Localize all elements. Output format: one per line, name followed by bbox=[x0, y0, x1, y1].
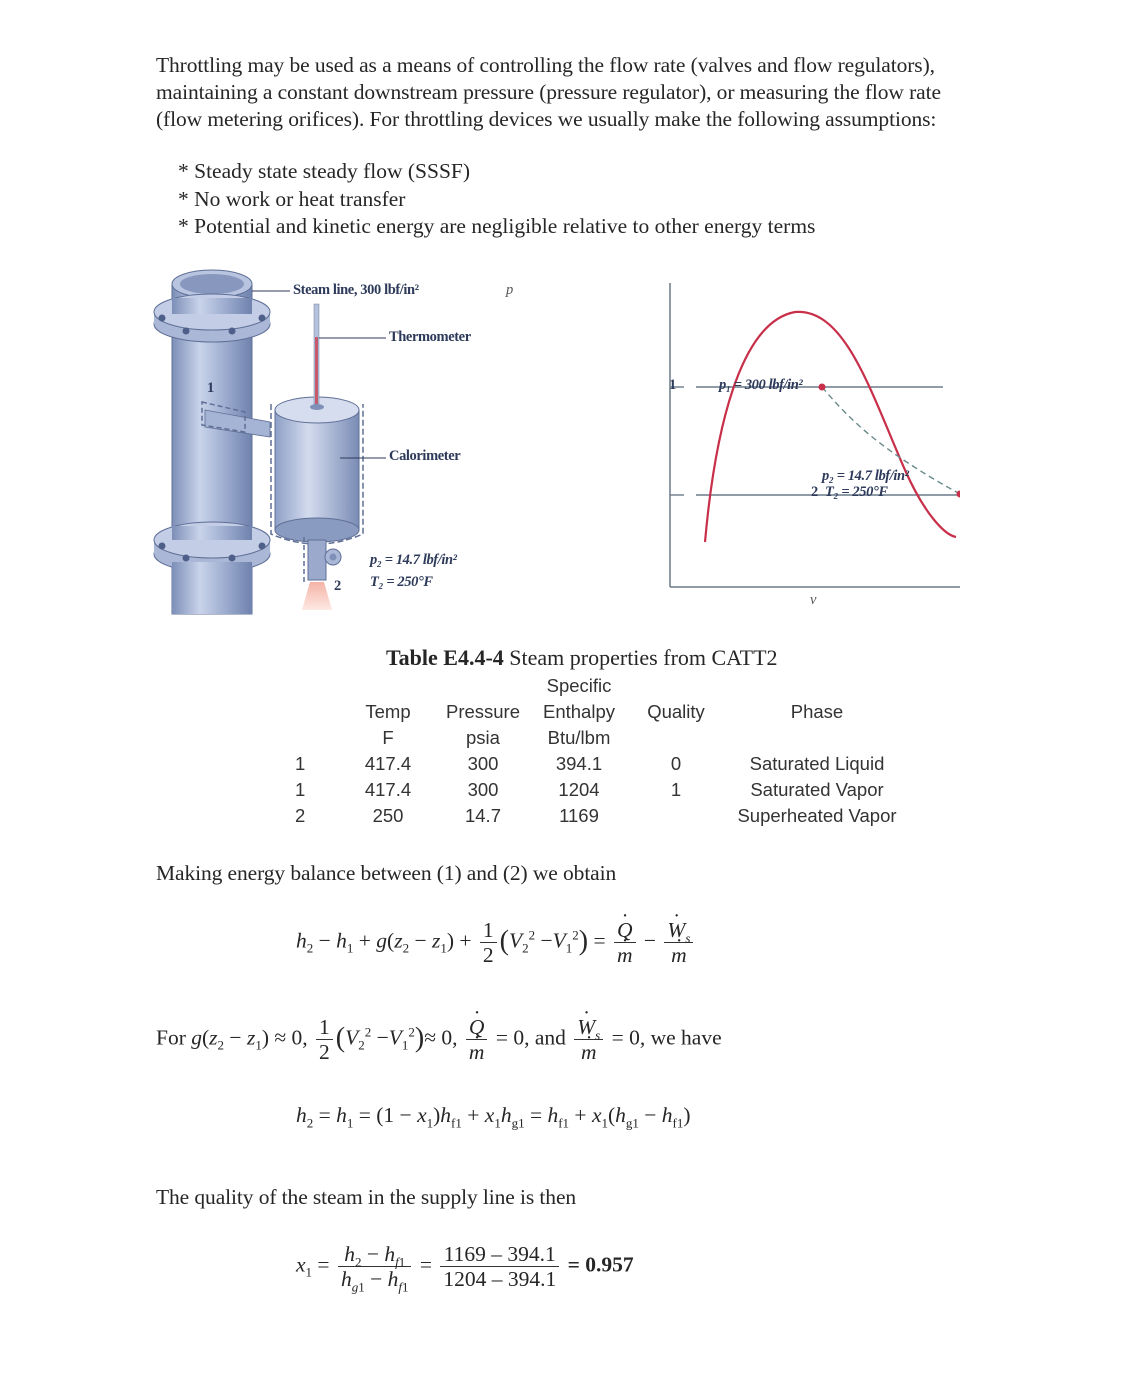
point-1-label: 1 bbox=[669, 377, 676, 393]
intro-line: maintaining a constant downstream pressure (pressure regulator), or measuring the flow rate bbox=[156, 80, 941, 104]
table-caption-number: Table E4.4-4 bbox=[386, 645, 504, 670]
throttling-calorimeter-figure bbox=[150, 262, 950, 622]
calorimeter-label: Calorimeter bbox=[389, 448, 461, 464]
cell-phase: Superheated Vapor bbox=[737, 805, 897, 826]
intro-line: Throttling may be used as a means of controlling the flow rate (valves and flow regulators), bbox=[156, 53, 935, 77]
simplification-sentence: For $g(z_2 - z_1) \approx 0$, $\frac{1}{2}$ $(V_2^2 -V_1^2)\approx 0$, · Q · m = 0, and · $W_s$ · m = 0, we have bbox=[156, 1015, 722, 1064]
energy-balance-intro: Making energy balance between (1) and (2) we obtain bbox=[156, 861, 617, 885]
header-phase: Phase bbox=[790, 701, 844, 722]
p1-label: p₁ = 300 lbf/in² bbox=[719, 377, 803, 393]
steam-line-label: Steam line, 300 lbf/in² bbox=[293, 282, 419, 298]
thermometer-label: Thermometer bbox=[389, 329, 471, 345]
enthalpy-equation: $h_2 = h_1 = (1 - x_1)h_{f1} + x_1h_{g1} = h_{f1} + x_1(h_{g1} - h_{f1})$ bbox=[296, 1103, 691, 1131]
cell-state: 1 bbox=[295, 753, 306, 774]
unit-enthalpy: Btu/lbm bbox=[547, 727, 611, 748]
cell-quality: 0 bbox=[670, 753, 682, 774]
unit-pressure: psia bbox=[466, 727, 500, 748]
cell-enthalpy: 1169 bbox=[559, 805, 599, 826]
energy-balance-equation: $h_2 - h_1 + g(z_2 - z_1)$ + $\frac{1}{2}$ $(V_2^2 -V_1^2)$ = · Q · m − · $W_s$ · m bbox=[296, 918, 696, 967]
cell-state: 1 bbox=[295, 779, 306, 800]
table-row bbox=[295, 751, 917, 777]
cell-quality: 1 bbox=[670, 779, 682, 800]
quality-intro: The quality of the steam in the supply line is then bbox=[156, 1185, 577, 1209]
simplification-and: = 0, and bbox=[495, 1025, 566, 1050]
header-quality: Quality bbox=[647, 701, 705, 722]
table-row bbox=[295, 777, 917, 803]
cell-pressure: 14.7 bbox=[464, 805, 501, 826]
state-2-label: 2 bbox=[334, 578, 341, 594]
cell-temp: 417.4 bbox=[364, 779, 412, 800]
cell-enthalpy: 394.1 bbox=[555, 753, 603, 774]
assumption-item: * Steady state steady flow (SSSF) bbox=[178, 159, 471, 183]
steam-properties-table bbox=[295, 673, 917, 829]
assumption-item: * No work or heat transfer bbox=[178, 186, 406, 211]
cell-temp: 250 bbox=[372, 805, 404, 826]
assumption-item: * Potential and kinetic energy are negligible relative to other energy terms bbox=[178, 214, 816, 238]
quality-denominator: 1204 – 394.1 bbox=[440, 1266, 559, 1291]
quality-result: = 0.957 bbox=[567, 1252, 634, 1277]
table-header-row bbox=[295, 673, 917, 699]
simplification-suffix: = 0, we have bbox=[611, 1025, 722, 1050]
cell-state: 2 bbox=[295, 805, 306, 826]
table-caption-text: Steam properties from CATT2 bbox=[503, 645, 778, 670]
table-row bbox=[295, 803, 917, 829]
header-specific: Specific bbox=[546, 675, 612, 696]
state-1-label: 1 bbox=[207, 380, 214, 396]
pv-t2-label: T₂ = 250°F bbox=[825, 484, 888, 500]
assumptions-list bbox=[178, 158, 815, 241]
unit-temp: F bbox=[382, 727, 394, 748]
cell-pressure: 300 bbox=[467, 753, 499, 774]
point-2-label: 2 bbox=[811, 484, 818, 500]
cell-pressure: 300 bbox=[467, 779, 499, 800]
p-axis-label: p bbox=[506, 282, 513, 298]
pv-diagram bbox=[500, 280, 960, 620]
cell-temp: 417.4 bbox=[364, 753, 412, 774]
header-pressure: Pressure bbox=[445, 701, 521, 722]
pv-p2-label: p₂ = 14.7 lbf/in² bbox=[822, 468, 909, 484]
header-enthalpy: Enthalpy bbox=[543, 701, 615, 722]
t2-label: T₂ = 250°F bbox=[370, 574, 433, 590]
table-caption bbox=[386, 645, 778, 671]
intro-line: (flow metering orifices). For throttling devices we usually make the following assumptions: bbox=[156, 107, 937, 131]
header-temp: Temp bbox=[365, 701, 411, 722]
cell-enthalpy: 1204 bbox=[558, 779, 600, 800]
quality-numerator: 1169 – 394.1 bbox=[443, 1242, 556, 1266]
simplification-prefix: For bbox=[156, 1025, 186, 1050]
intro-paragraph bbox=[156, 52, 1056, 133]
cell-phase: Saturated Liquid bbox=[749, 753, 885, 774]
cell-phase: Saturated Vapor bbox=[750, 779, 884, 800]
table-units-row bbox=[295, 725, 917, 751]
table-header-row bbox=[295, 699, 917, 725]
p2-label: p₂ = 14.7 lbf/in² bbox=[370, 552, 457, 568]
v-axis-label: v bbox=[810, 592, 817, 608]
cell-quality bbox=[635, 803, 717, 829]
quality-equation: $x_1$ = $\frac{h_2 - h_{f1}}{h_{g1} - h_{f1}}$ = $\frac{1169 - 394.1}{1204 - 394.1}$ = 0.957 bbox=[296, 1242, 634, 1295]
